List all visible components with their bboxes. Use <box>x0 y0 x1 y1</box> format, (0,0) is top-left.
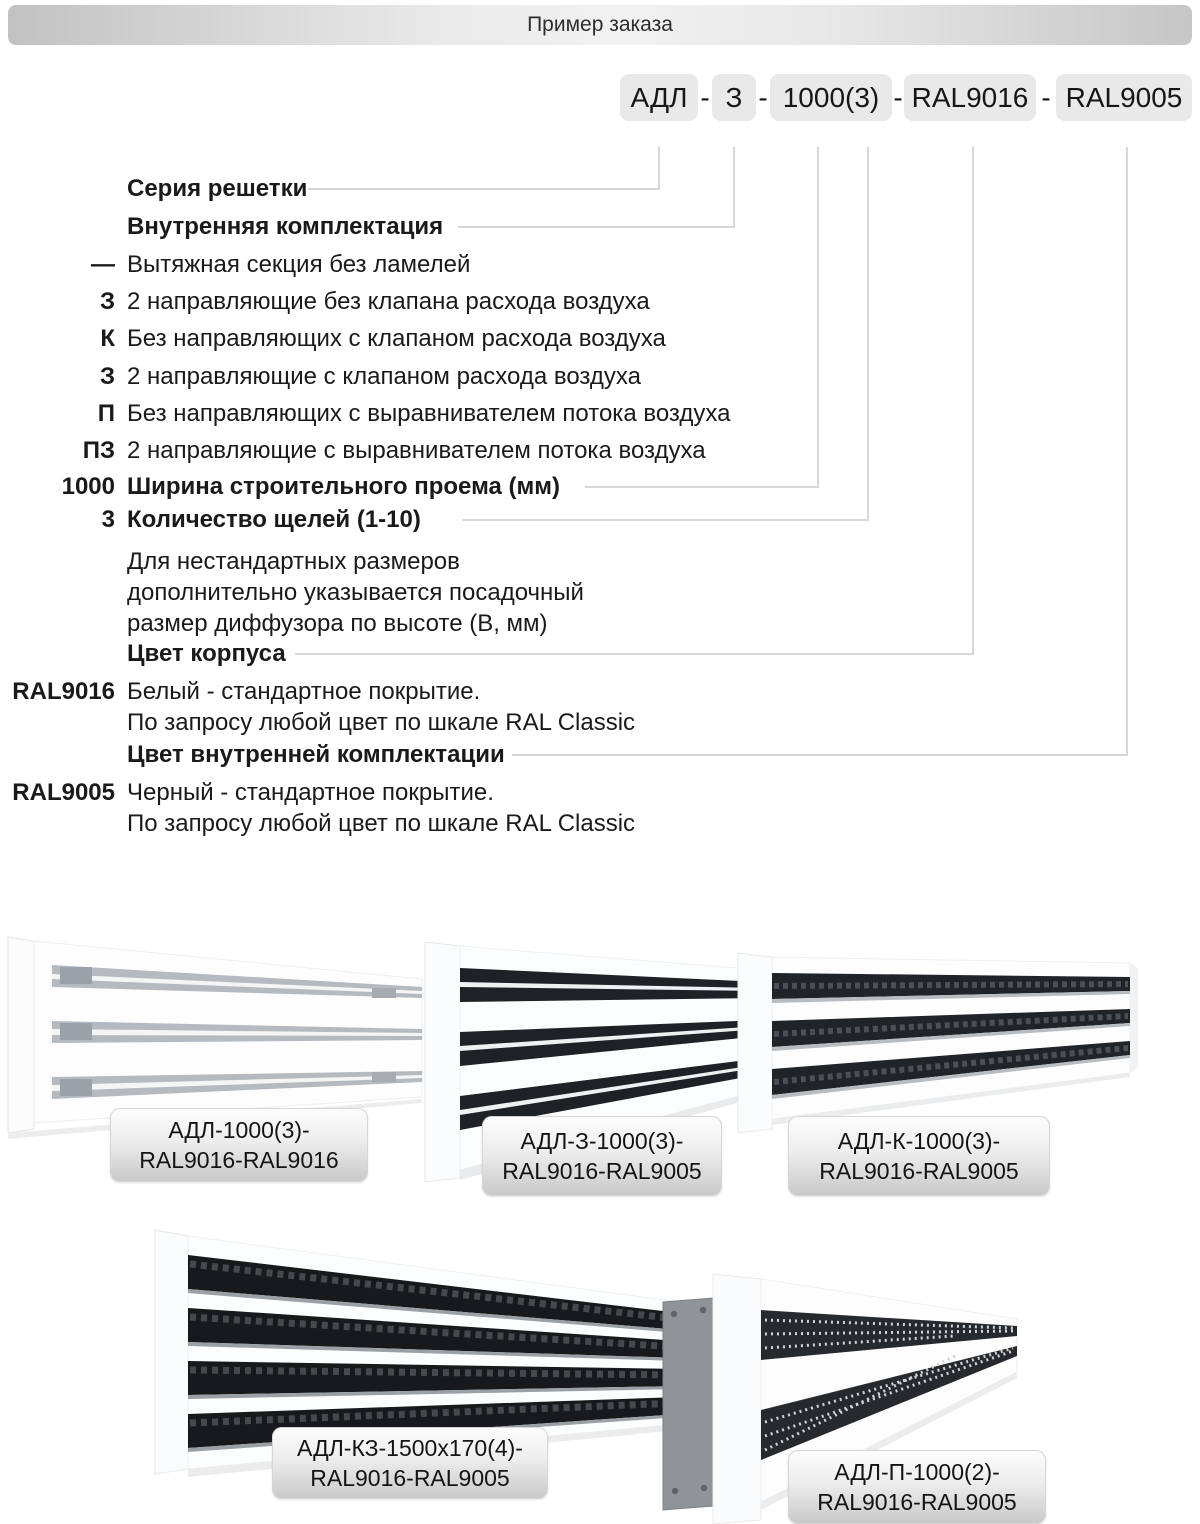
legend-row-series <box>0 174 307 204</box>
code-separator: - <box>1041 81 1051 113</box>
code-segment-body-color: RAL9016 <box>904 74 1036 121</box>
option-code: ПЗ <box>82 437 115 464</box>
page-title: Пример заказа <box>527 13 673 36</box>
inner-color-label: Цвет внутренней комплектации <box>127 741 505 768</box>
product-label-line: АДЛ-П-1000(2)- <box>834 1459 1000 1485</box>
legend-option-row <box>0 399 730 429</box>
product-label-line: АДЛ-К-1000(3)- <box>837 1128 1001 1154</box>
end-cap <box>425 942 460 1182</box>
product-label-adl-p <box>788 1450 1046 1524</box>
product-label-line: RAL9016-RAL9005 <box>502 1158 702 1184</box>
note-line: размер диффузора по высоте (В, мм) <box>127 610 548 637</box>
screw <box>671 1311 677 1317</box>
legend-option-row <box>0 287 650 317</box>
end-cap <box>155 1230 188 1474</box>
end-cap <box>738 953 772 1133</box>
product-label-line: АДЛ-КЗ-1500х170(4)- <box>297 1435 523 1461</box>
legend-row-ral9016 <box>0 676 635 738</box>
option-text: 2 направляющие с клапаном расхода воздуха <box>127 363 641 390</box>
note-line: дополнительно указывается посадочный <box>127 579 584 606</box>
ral9005-desc: Черный - стандартное покрытие. <box>127 779 494 806</box>
bracket <box>372 988 396 998</box>
code-separator: - <box>758 81 768 113</box>
note-line: Для нестандартных размеров <box>127 548 460 575</box>
width-label: Ширина строительного проема (мм) <box>127 473 561 500</box>
screw <box>700 1307 706 1313</box>
option-text: 2 направляющие с выравнивателем потока воздуха <box>127 437 706 464</box>
option-text: Без направляющих с клапаном расхода воздуха <box>127 325 666 352</box>
bracket <box>372 1072 396 1082</box>
legend-option-row <box>0 324 666 354</box>
legend-row-slots <box>0 505 421 535</box>
product-label-line: RAL9016-RAL9016 <box>139 1147 339 1173</box>
product-label-line: АДЛ-З-1000(3)- <box>520 1128 684 1154</box>
product-label-adl-k <box>788 1116 1050 1196</box>
ral9005-desc: По запросу любой цвет по шкале RAL Classic <box>127 810 636 837</box>
option-code: З <box>99 363 115 390</box>
bracket <box>60 1079 92 1096</box>
legend-row-width <box>0 472 560 502</box>
option-code: З <box>99 288 115 315</box>
ral9005-code: RAL9005 <box>12 779 115 806</box>
product-label-adl <box>110 1108 368 1182</box>
code-separator: - <box>893 81 903 113</box>
code-segment-inner-color: RAL9005 <box>1056 74 1192 121</box>
ral9016-desc: По запросу любой цвет по шкале RAL Classic <box>127 709 636 736</box>
width-code: 1000 <box>61 473 115 500</box>
slots-label: Количество щелей (1-10) <box>127 506 421 533</box>
code-segment-internal: З <box>712 74 756 121</box>
product-label-adl-z <box>482 1116 722 1196</box>
legend-option-row <box>0 250 470 280</box>
screw <box>672 1488 678 1494</box>
product-label-line: RAL9016-RAL9005 <box>817 1489 1017 1515</box>
mounting-plate <box>663 1298 713 1510</box>
ral9016-desc: Белый - стандартное покрытие. <box>127 678 481 705</box>
legend-row-internal <box>0 212 443 242</box>
legend-row-inner-color <box>0 740 505 770</box>
legend-note <box>0 546 584 639</box>
legend-internal-label: Внутренняя комплектация <box>127 213 444 240</box>
legend-option-row <box>0 362 641 392</box>
product-photo-adl-k <box>730 945 1140 1135</box>
slots-code: 3 <box>101 506 115 533</box>
product-label-adl-kz <box>272 1427 548 1499</box>
option-code: — <box>91 251 115 278</box>
connector-internal <box>458 147 734 227</box>
right-edge <box>1130 963 1138 1073</box>
code-separator: - <box>700 81 710 113</box>
screw <box>701 1485 707 1491</box>
option-code: П <box>97 400 115 427</box>
option-text: 2 направляющие без клапана расхода воздуха <box>127 288 650 315</box>
legend-row-body-color <box>0 639 286 669</box>
body-color-label: Цвет корпуса <box>127 640 286 667</box>
product-label-line: RAL9016-RAL9005 <box>310 1465 510 1491</box>
legend-option-row <box>0 436 706 466</box>
face-frame <box>713 1274 761 1524</box>
product-label-line: АДЛ-1000(3)- <box>168 1117 310 1143</box>
legend-series-label: Серия решетки <box>127 175 308 202</box>
bracket <box>60 1023 92 1040</box>
bracket <box>60 967 92 984</box>
ral9016-code: RAL9016 <box>12 678 115 705</box>
code-segment-series: АДЛ <box>620 74 698 121</box>
code-segment-size: 1000(3) <box>770 74 892 121</box>
connector-series <box>308 147 659 189</box>
option-code: К <box>100 325 115 352</box>
option-text: Без направляющих с выравнивателем потока воздуха <box>127 400 731 427</box>
legend-row-ral9005 <box>0 777 635 839</box>
product-label-line: RAL9016-RAL9005 <box>819 1158 1019 1184</box>
end-cap <box>8 937 34 1133</box>
option-text: Вытяжная секция без ламелей <box>127 251 471 278</box>
